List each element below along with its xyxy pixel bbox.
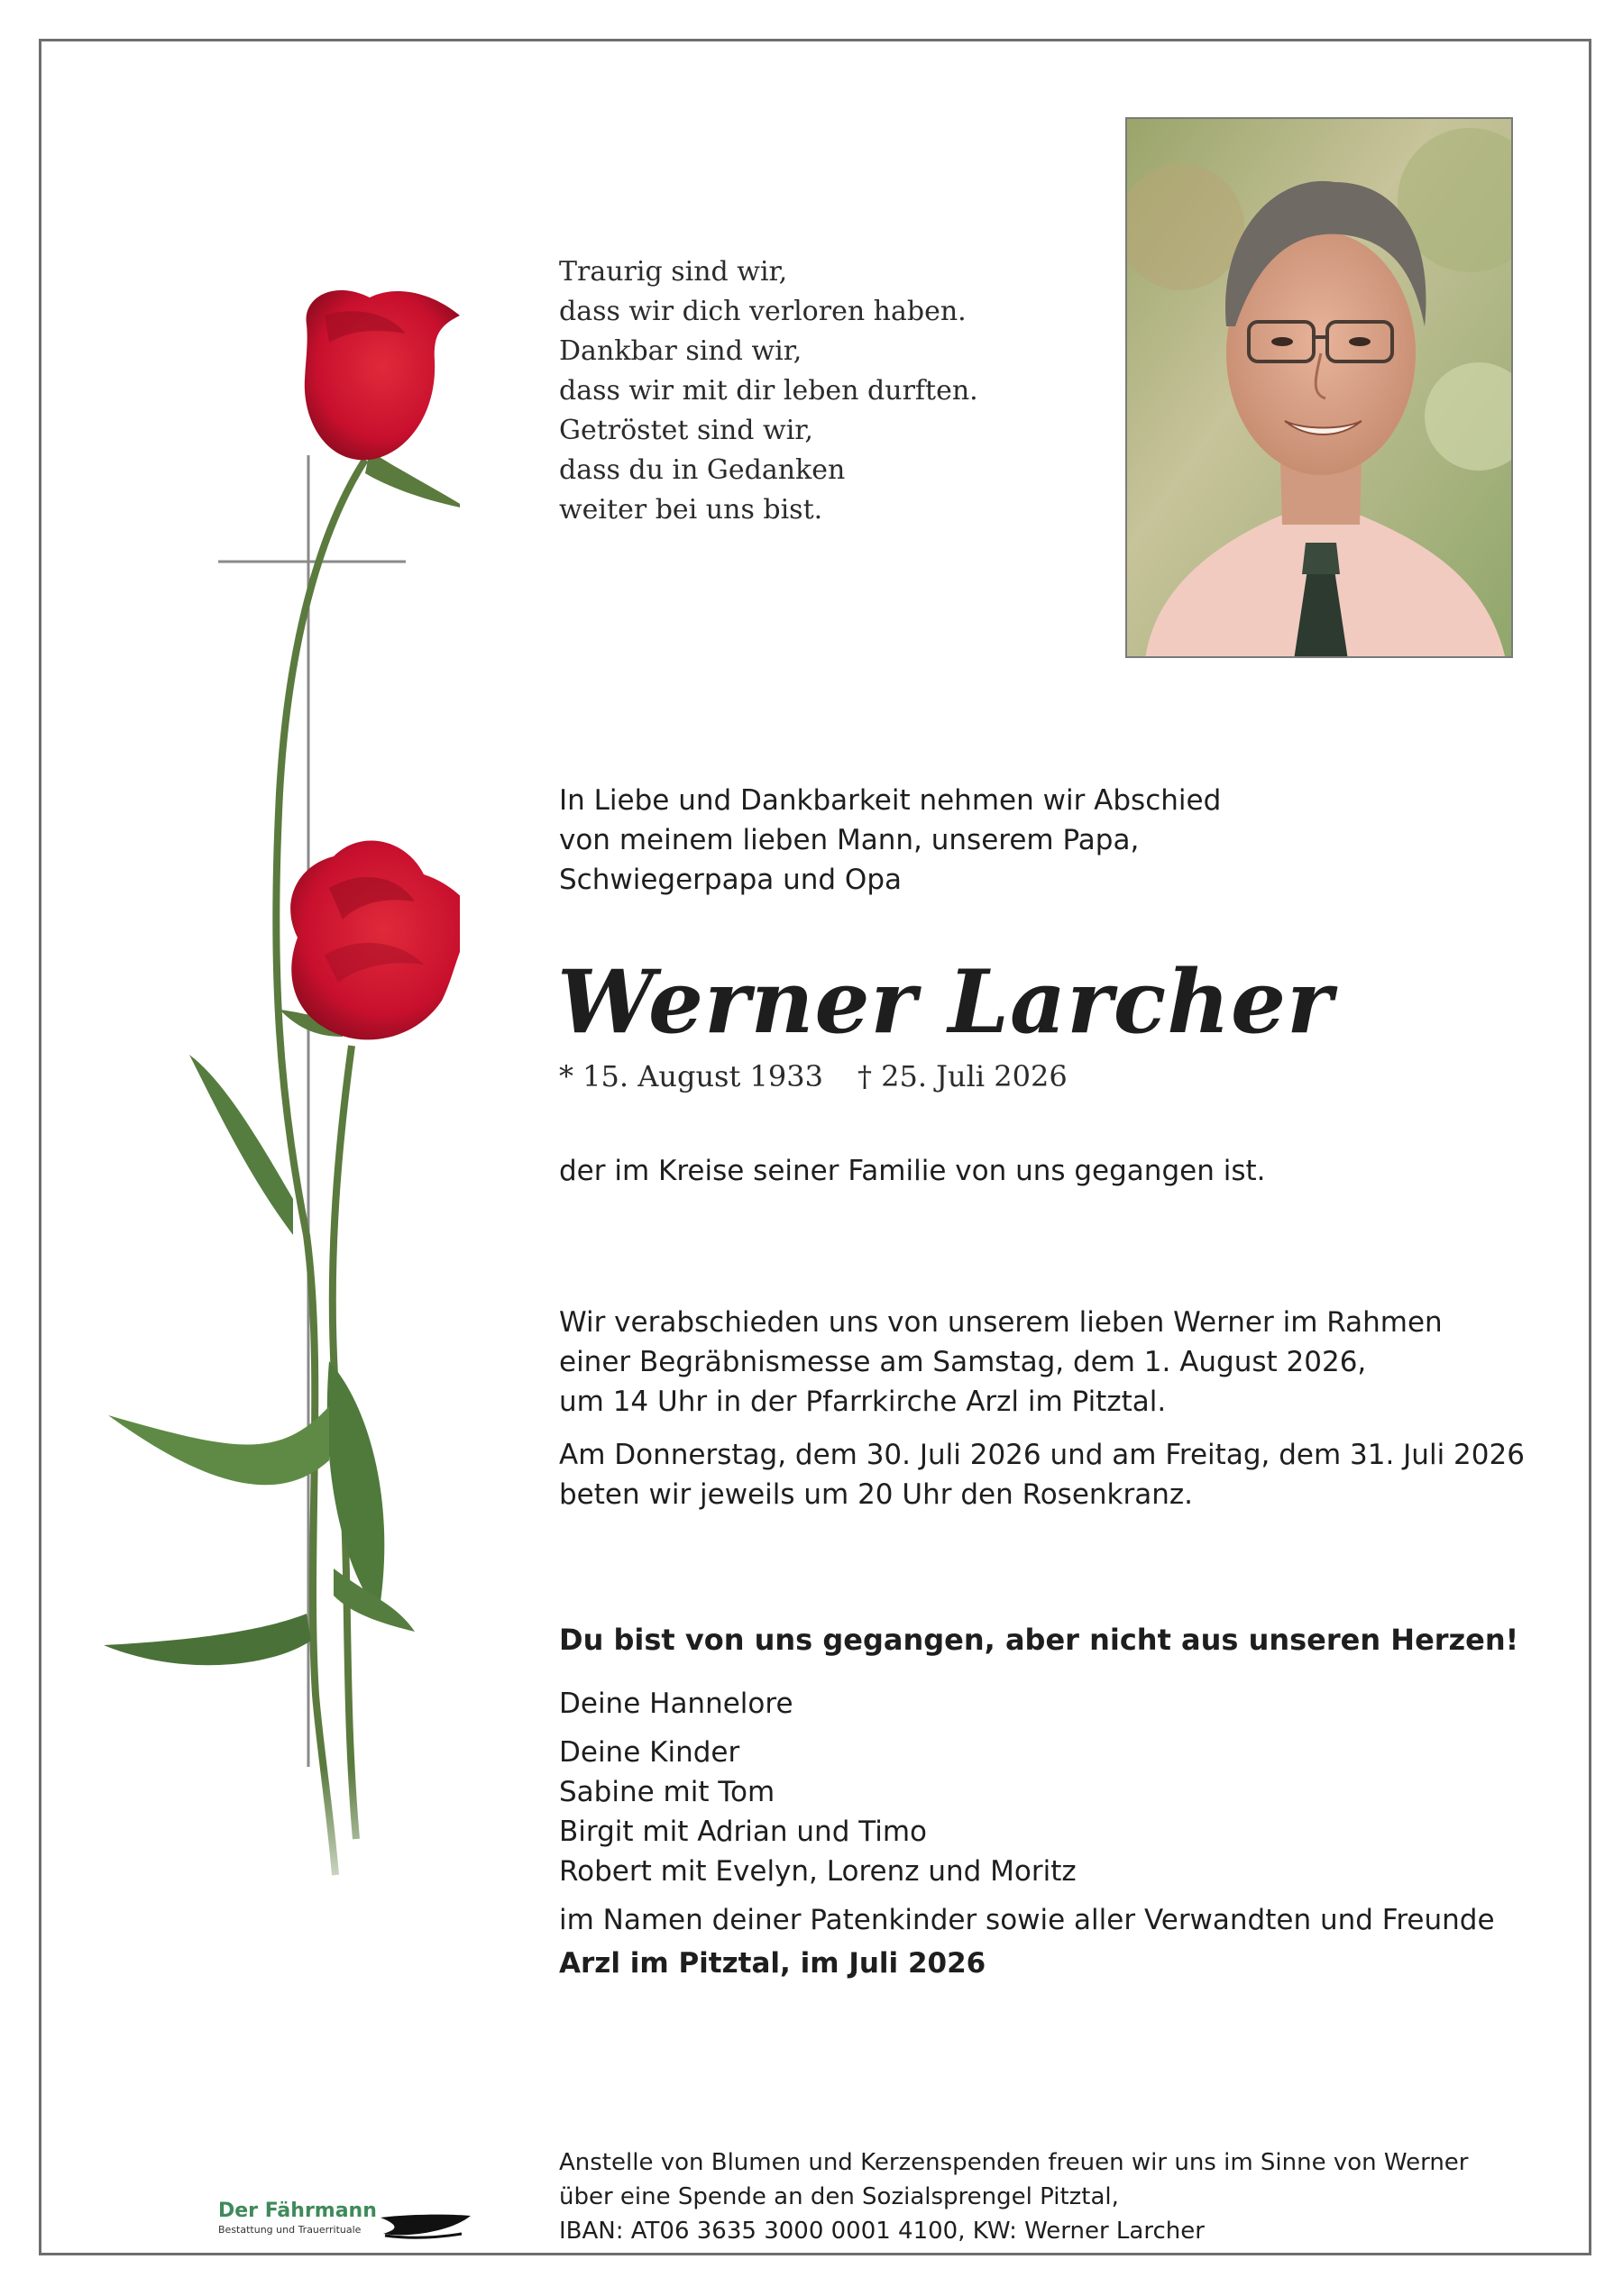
leaf <box>108 1406 329 1485</box>
poem-line: Dankbar sind wir, <box>559 335 802 367</box>
poem-line: Traurig sind wir, <box>559 256 788 288</box>
intro-line: In Liebe und Dankbarkeit nehmen wir Abschied <box>559 784 1222 817</box>
poem-line: weiter bei uns bist. <box>559 494 823 526</box>
farewell-intro <box>559 781 1221 900</box>
portrait-photo <box>1125 117 1513 658</box>
poem <box>559 252 978 530</box>
logo-tagline: Bestattung und Trauerrituale <box>218 2224 362 2236</box>
motto: Du bist von uns gegangen, aber nicht aus unseren Herzen! <box>559 1623 1519 1657</box>
portrait-image <box>1127 119 1513 658</box>
death-date: † 25. Juli 2026 <box>857 1059 1068 1093</box>
rosary-info <box>559 1435 1525 1514</box>
child-family: Robert mit Evelyn, Lorenz und Moritz <box>559 1855 1077 1888</box>
roses-cross-illustration <box>99 288 460 1929</box>
spouse: Deine Hannelore <box>559 1688 793 1720</box>
other-mourners: im Namen deiner Patenkinder sowie aller Verwandten und Freunde <box>559 1904 1495 1936</box>
children-heading: Deine Kinder <box>559 1736 740 1769</box>
funeral-home-logo <box>218 2200 377 2236</box>
boat-icon <box>376 2209 475 2245</box>
child-family: Sabine mit Tom <box>559 1776 775 1808</box>
place-and-date: Arzl im Pitztal, im Juli 2026 <box>559 1947 986 1980</box>
intro-line: Schwiegerpapa und Opa <box>559 864 903 896</box>
leaf <box>104 1614 311 1665</box>
service-line: einer Begräbnismesse am Samstag, dem 1. August 2026, <box>559 1346 1367 1378</box>
rosary-line: Am Donnerstag, dem 30. Juli 2026 und am Freitag, dem 31. Juli 2026 <box>559 1439 1525 1471</box>
deceased-name: Werner Larcher <box>557 951 1334 1053</box>
leaf <box>189 1055 293 1235</box>
lower-rose <box>290 841 460 1040</box>
rosary-line: beten wir jeweils um 20 Uhr den Rosenkranz. <box>559 1478 1194 1511</box>
birth-date: * 15. August 1933 <box>559 1059 823 1093</box>
passed-away-text: der im Kreise seiner Familie von uns gegangen ist. <box>559 1155 1266 1187</box>
service-line: Wir verabschieden uns von unserem lieben Werner im Rahmen <box>559 1306 1443 1339</box>
poem-line: dass wir dich verloren haben. <box>559 296 967 327</box>
upper-rose-stem <box>276 460 365 1875</box>
donation-line: Anstelle von Blumen und Kerzenspenden freuen wir uns im Sinne von Werner <box>559 2149 1469 2176</box>
donation-line: IBAN: AT06 3635 3000 0001 4100, KW: Werner Larcher <box>559 2218 1205 2245</box>
mourners-list <box>559 1684 1495 1940</box>
child-family: Birgit mit Adrian und Timo <box>559 1816 927 1848</box>
logo-brand: Der Fährmann <box>218 2200 377 2222</box>
donation-line: über eine Spende an den Sozialsprengel Pitztal, <box>559 2183 1119 2210</box>
poem-line: Getröstet sind wir, <box>559 415 813 446</box>
funeral-service-info <box>559 1303 1443 1422</box>
life-dates <box>559 1059 1068 1093</box>
service-line: um 14 Uhr in der Pfarrkirche Arzl im Pitztal. <box>559 1386 1167 1418</box>
poem-line: dass wir mit dir leben durften. <box>559 375 978 407</box>
poem-line: dass du in Gedanken <box>559 454 846 486</box>
donation-note <box>559 2145 1468 2248</box>
intro-line: von meinem lieben Mann, unserem Papa, <box>559 824 1140 856</box>
